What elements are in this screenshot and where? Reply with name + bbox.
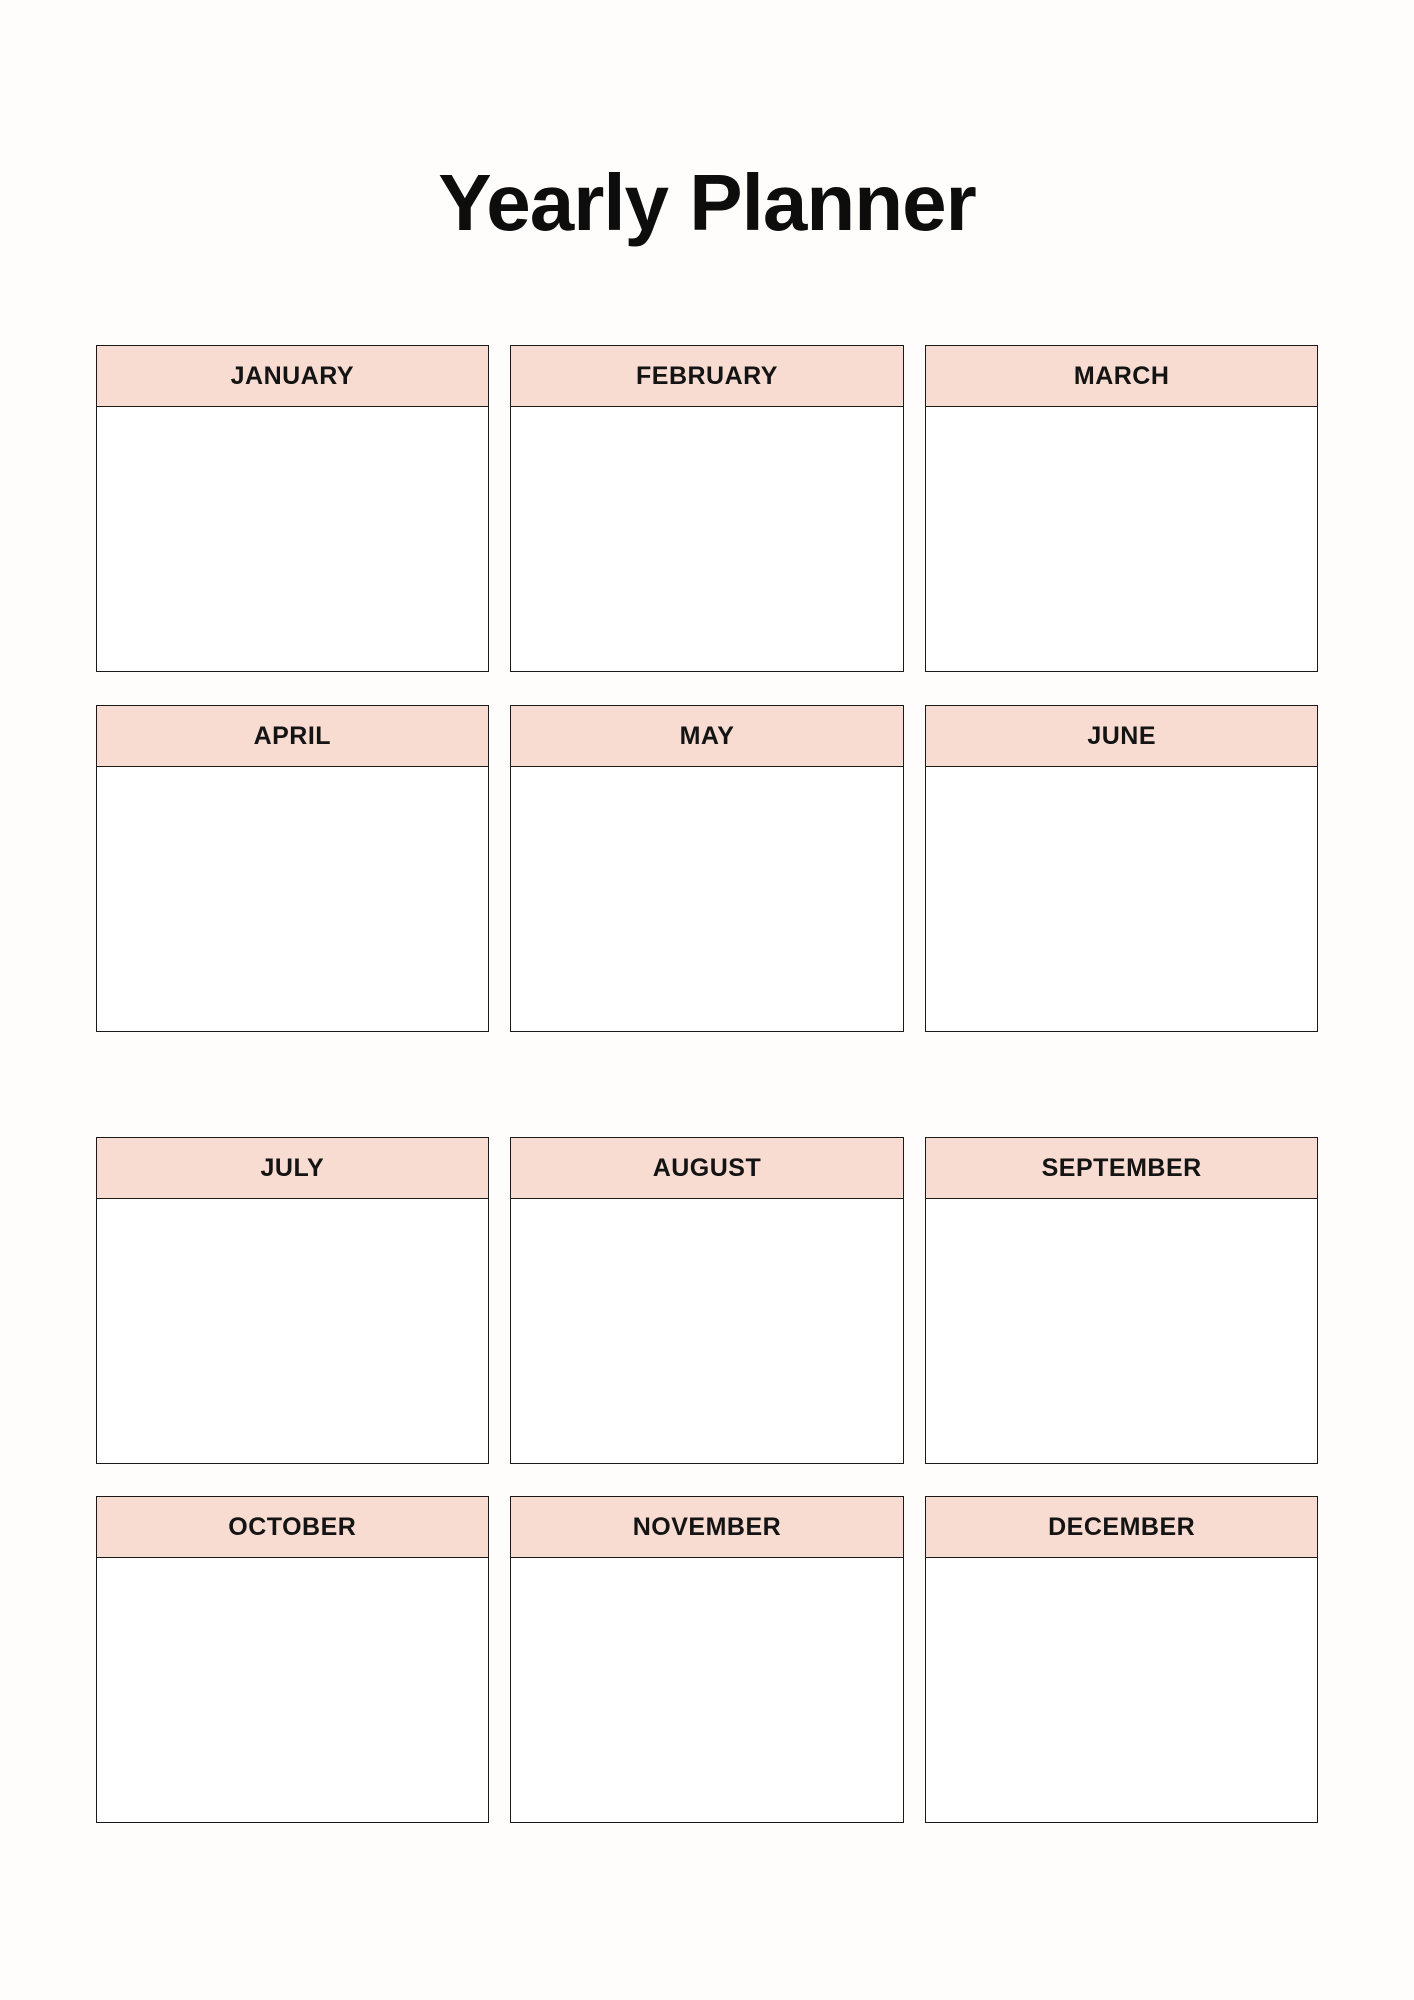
month-box-january (96, 345, 490, 672)
month-header-august (511, 1138, 903, 1199)
month-box-april (96, 705, 490, 1032)
months-grid (96, 345, 1319, 1823)
month-label-august: AUGUST (652, 1153, 762, 1182)
months-row-4 (96, 1496, 1319, 1823)
month-header-november (511, 1497, 903, 1558)
month-box-november (510, 1496, 904, 1823)
month-notes-december (926, 1558, 1318, 1822)
month-label-february: FEBRUARY (636, 361, 778, 390)
month-box-march (925, 345, 1319, 672)
month-notes-august (511, 1199, 903, 1463)
month-notes-june (926, 767, 1318, 1031)
month-box-september (925, 1137, 1319, 1464)
month-label-january: JANUARY (230, 361, 355, 390)
month-header-october (97, 1497, 489, 1558)
month-notes-march (926, 407, 1318, 671)
month-label-april: APRIL (253, 721, 332, 750)
month-notes-february (511, 407, 903, 671)
month-label-july: JULY (260, 1153, 325, 1182)
month-label-september: SEPTEMBER (1041, 1153, 1202, 1182)
month-label-march: MARCH (1073, 361, 1170, 390)
month-notes-september (926, 1199, 1318, 1463)
month-box-july (96, 1137, 490, 1464)
month-label-december: DECEMBER (1048, 1512, 1196, 1541)
month-header-march (926, 346, 1318, 407)
month-box-may (510, 705, 904, 1032)
month-box-august (510, 1137, 904, 1464)
month-box-june (925, 705, 1319, 1032)
month-notes-july (97, 1199, 489, 1463)
month-label-may: MAY (679, 721, 735, 750)
months-row-3 (96, 1137, 1319, 1464)
page-title: Yearly Planner (438, 158, 976, 247)
month-label-october: OCTOBER (228, 1512, 357, 1541)
month-label-november: NOVEMBER (632, 1512, 782, 1541)
month-notes-january (97, 407, 489, 671)
months-row-1 (96, 345, 1319, 672)
month-notes-may (511, 767, 903, 1031)
month-header-may (511, 706, 903, 767)
month-header-july (97, 1138, 489, 1199)
month-notes-october (97, 1558, 489, 1822)
month-box-february (510, 345, 904, 672)
months-row-2 (96, 705, 1319, 1032)
month-header-april (97, 706, 489, 767)
month-header-december (926, 1497, 1318, 1558)
month-box-october (96, 1496, 490, 1823)
month-label-june: JUNE (1087, 721, 1156, 750)
month-header-september (926, 1138, 1318, 1199)
month-notes-april (97, 767, 489, 1031)
month-header-january (97, 346, 489, 407)
month-box-december (925, 1496, 1319, 1823)
month-header-february (511, 346, 903, 407)
month-header-june (926, 706, 1318, 767)
month-notes-november (511, 1558, 903, 1822)
